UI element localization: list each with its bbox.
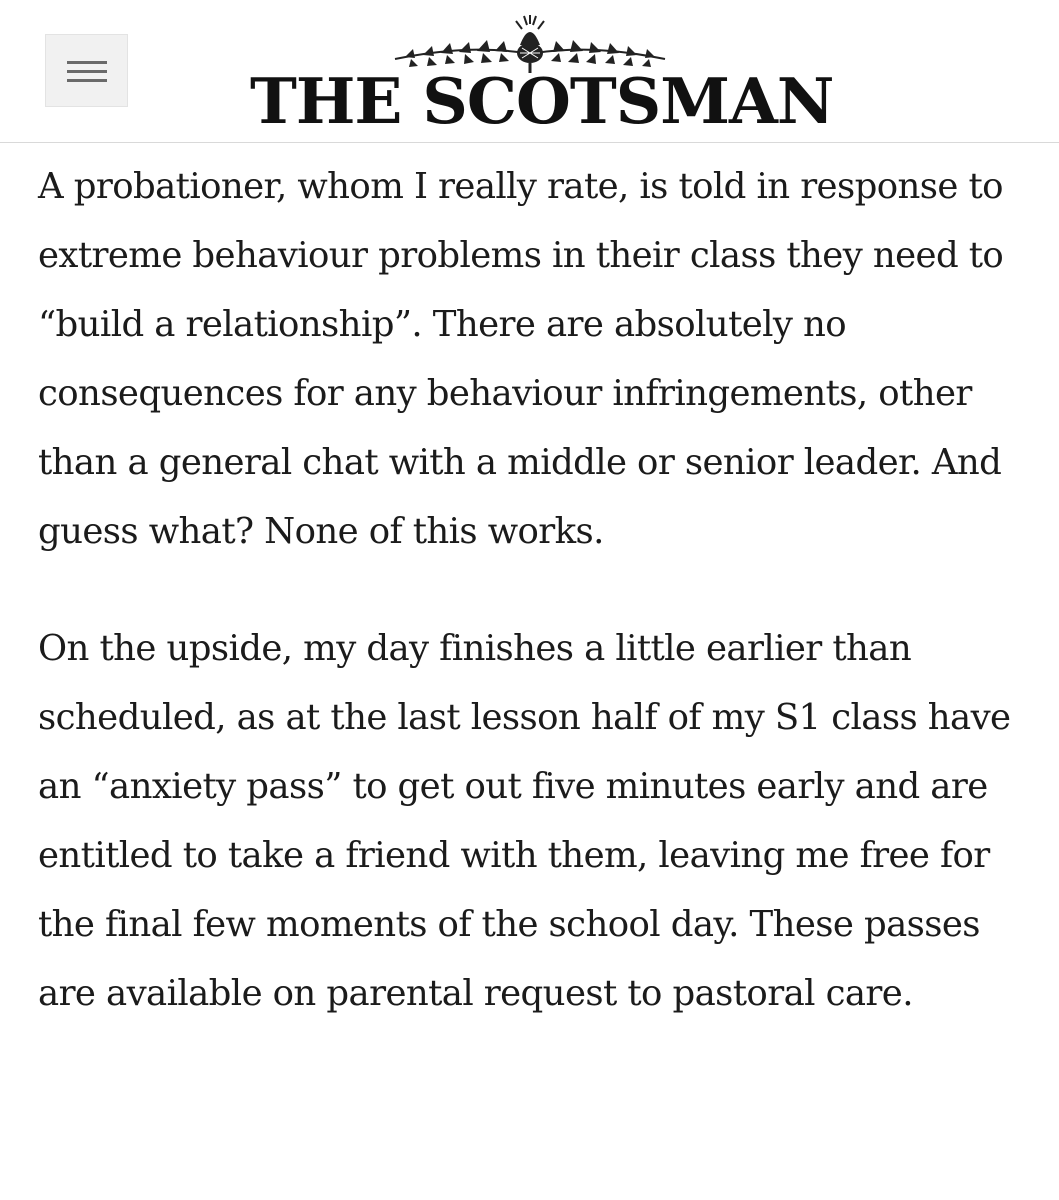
- article-paragraph: A probationer, whom I really rate, is told in response to extreme behaviour problems in their class they need to “build a relationship”. There are absolutely no consequences for any behaviour infringements, other than a general chat with a middle or senior leader. And guess what? None of this works.: [38, 166, 1004, 552]
- site-logo[interactable]: [250, 10, 834, 138]
- hamburger-menu-icon-bar: [67, 79, 107, 82]
- article-body: [38, 152, 1028, 1028]
- article-paragraph: On the upside, my day finishes a little earlier than scheduled, as at the last lesson half of my S1 class have an “anxiety pass” to get out five minutes early and are entitled to take a friend with them, leaving me free for the final few moments of the school day. These passes are available on parental request to pastoral care.: [38, 628, 1011, 1014]
- hamburger-menu-icon-bar: [67, 70, 107, 73]
- site-header: [0, 0, 1059, 143]
- hamburger-menu-icon: [67, 61, 107, 64]
- masthead-title: THE SCOTSMAN: [250, 64, 834, 138]
- menu-button[interactable]: [45, 34, 128, 107]
